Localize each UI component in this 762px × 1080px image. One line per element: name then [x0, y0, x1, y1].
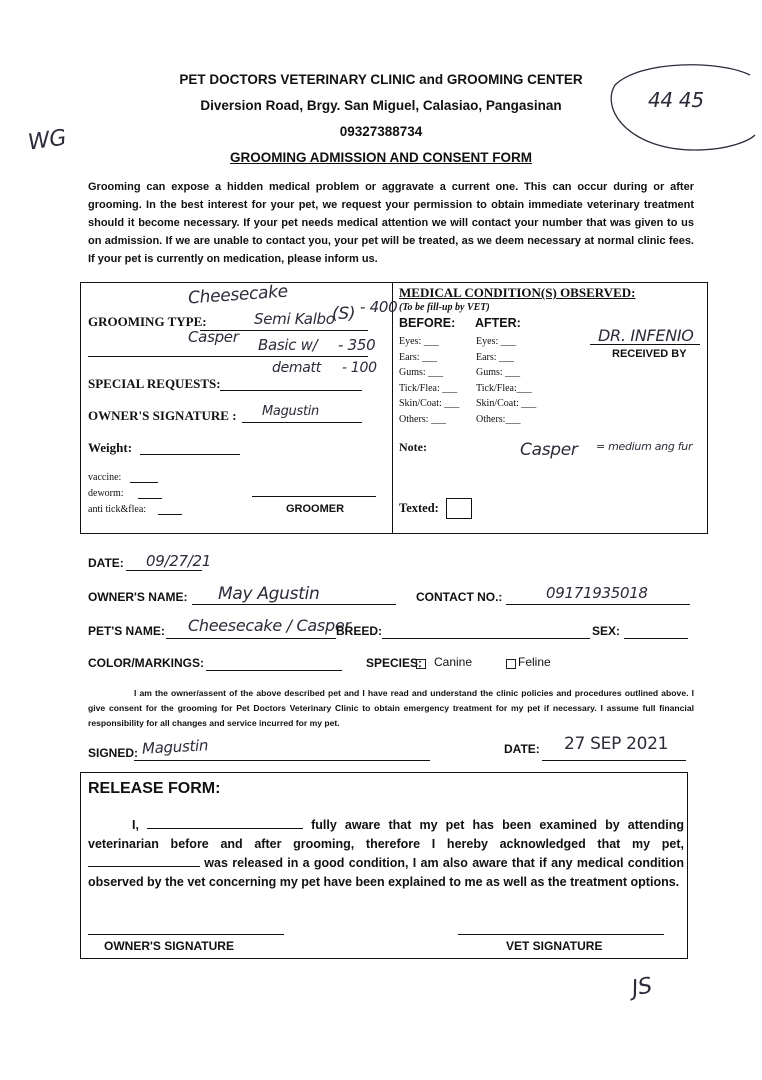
- hw-note-text: = medium ang fur: [596, 440, 693, 453]
- pet-name-label: PET'S NAME:: [88, 624, 165, 638]
- owners-signature-label: OWNER'S SIGNATURE :: [88, 408, 237, 423]
- margin-note-left: WG: [26, 125, 68, 156]
- medical-title: MEDICAL CONDITION(S) OBSERVED:: [399, 285, 636, 300]
- canine-checkbox[interactable]: [416, 659, 426, 669]
- feline-label: Feline: [518, 655, 551, 669]
- after-label: AFTER:: [475, 316, 521, 330]
- release-text: [88, 816, 684, 892]
- before-list: [399, 334, 459, 427]
- note-label: Note:: [399, 440, 427, 454]
- vet-signature-label: VET SIGNATURE: [506, 939, 603, 953]
- hw-owner-name: May Agustin: [218, 584, 320, 604]
- clinic-phone: 09327388734: [339, 124, 423, 139]
- release-title: RELEASE FORM:: [88, 780, 221, 797]
- hw-price1: - 400: [360, 298, 398, 316]
- before-item: Gums: ___: [399, 367, 444, 378]
- release-text-part3: was released in a good condition, I am also aware that if any medical condition observed by the vet concerning my pet have been explained to me as well as the treatment options.: [88, 856, 684, 889]
- form-title: GROOMING ADMISSION AND CONSENT FORM: [230, 150, 532, 165]
- hw-pet1: Cheesecake: [187, 281, 289, 309]
- clinic-name: PET DOCTORS VETERINARY CLINIC and GROOMING CENTER: [179, 72, 583, 87]
- canine-label: Canine: [434, 655, 473, 669]
- after-list: [476, 334, 536, 427]
- release-pet-blank[interactable]: [88, 866, 200, 867]
- consent-text: I am the owner/assent of the above described pet and I have read and understand the clinic policies and procedures outlined above. I give consent for the grooming for Pet Doctors Veterinary Clinic to obtain emergency treatment for my pet if necessary. I assume full financial responsibility for all changes and service incurred for my pet.: [88, 688, 694, 728]
- hw-signed: Magustin: [141, 736, 209, 758]
- hw-note-name: Casper: [520, 440, 578, 460]
- hw-owner-signature: Magustin: [262, 404, 319, 419]
- hw-received-by: DR. INFENIO: [598, 326, 694, 345]
- contact-label: CONTACT NO.:: [416, 590, 503, 604]
- before-item: Tick/Flea: ___: [399, 382, 458, 394]
- special-requests-label: SPECIAL REQUESTS:: [88, 376, 221, 391]
- after-item: Gums: ___: [476, 367, 521, 378]
- date-label: DATE:: [88, 556, 124, 570]
- color-markings-label: COLOR/MARKINGS:: [88, 656, 204, 670]
- hw-price3: - 100: [342, 360, 377, 376]
- hw-contact: 09171935018: [546, 584, 648, 602]
- feline-checkbox[interactable]: [506, 659, 516, 669]
- after-item: Tick/Flea:___: [476, 382, 532, 394]
- release-name-blank[interactable]: [147, 828, 303, 829]
- texted-checkbox[interactable]: [446, 498, 472, 519]
- after-item: Skin/Coat: ___: [476, 398, 537, 409]
- owner-name-label: OWNER'S NAME:: [88, 590, 188, 604]
- species-label: SPECIES:: [366, 656, 423, 670]
- deworm-label: deworm:: [88, 488, 124, 499]
- signed-label: SIGNED:: [88, 746, 139, 760]
- bottom-initials: JS: [629, 973, 654, 1002]
- weight-label: Weight:: [88, 440, 133, 455]
- consent-date-label: DATE:: [504, 742, 540, 756]
- release-text-part2: fully aware that my pet has been examined by attending veterinarian before and after grooming, therefore I hereby acknowledged that my pet,: [88, 818, 685, 851]
- clinic-address: Diversion Road, Brgy. San Miguel, Calasiao, Pangasinan: [200, 98, 562, 113]
- release-text-part1: I,: [132, 818, 148, 832]
- texted-label: Texted:: [399, 501, 439, 515]
- hw-service1: Semi Kalbo: [254, 310, 335, 328]
- hw-date: 09/27/21: [146, 552, 211, 570]
- breed-label: BREED:: [336, 624, 383, 638]
- before-item: Eyes: ___: [399, 336, 439, 347]
- before-item: Others: ___: [399, 413, 446, 425]
- groomer-label: GROOMER: [286, 503, 345, 515]
- hw-price2: - 350: [338, 336, 376, 354]
- hw-service2: Basic w/: [258, 336, 318, 354]
- hw-pet-name: Cheesecake / Casper: [188, 616, 351, 635]
- vaccine-label: vaccine:: [88, 472, 122, 483]
- sex-label: SEX:: [592, 624, 621, 638]
- hw-size: (S): [332, 304, 356, 324]
- margin-note-right: 44 45: [648, 88, 704, 112]
- before-item: Skin/Coat: ___: [399, 398, 460, 409]
- received-by-label: RECEIVED BY: [612, 348, 687, 360]
- anti-tick-label: anti tick&flea:: [88, 504, 147, 515]
- before-item: Ears: ___: [399, 351, 438, 363]
- hw-service3: dematt: [272, 360, 321, 376]
- after-item: Others:___: [476, 413, 521, 425]
- after-item: Ears: ___: [476, 351, 515, 363]
- before-label: BEFORE:: [399, 316, 456, 330]
- hw-pet2: Casper: [188, 328, 239, 346]
- intro-paragraph: Grooming can expose a hidden medical problem or aggravate a current one. This can occur during or after grooming. In the best interest for your pet, we request your permission to obtain immediate veterinary treatment should it become necessary. If your pet needs medical attention we will contact your number that was given to us on admission. If we are unable to contact you, your pet will be treated, as we deem necessary at normal clinic fees. If your pet is currently on medication, please inform us.: [88, 181, 694, 265]
- box-divider: [392, 282, 393, 534]
- medical-subtitle: (To be fill-up by VET): [399, 302, 490, 313]
- owner-signature-label: OWNER'S SIGNATURE: [104, 939, 234, 953]
- grooming-type-label: GROOMING TYPE:: [88, 314, 207, 329]
- hw-consent-date: 27 SEP 2021: [564, 734, 669, 754]
- after-item: Eyes: ___: [476, 336, 516, 347]
